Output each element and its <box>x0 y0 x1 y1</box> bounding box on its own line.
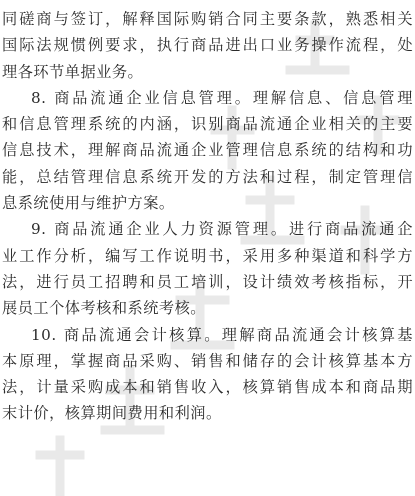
text-line: 信息技术，理解商品流通企业管理信息系统的结构和功 <box>2 141 413 160</box>
text-line: 息系统使用与维护方案。 <box>2 194 175 213</box>
text-line: 国际法规惯例要求，执行商品进出口业务操作流程，处 <box>2 36 413 55</box>
text-line: 同磋商与签订，解释国际购销合同主要条款，熟悉相关 <box>2 10 413 28</box>
text-line: 理各环节单据业务。 <box>2 62 144 81</box>
text-line: 法，进行员工招聘和员工培训，设计绩效考核指标，开 <box>2 272 413 291</box>
body-text <box>2 6 413 427</box>
text-line: 展员工个体考核和系统考核。 <box>2 299 206 318</box>
text-line: 业工作分析，编写工作说明书，采用多种渠道和科学方 <box>2 246 413 265</box>
text-line: 法，计量采购成本和销售收入，核算销售成本和商品期 <box>2 378 413 397</box>
section-8-heading-line: 8. 商品流通企业信息管理。理解信息、信息管理 <box>31 88 413 107</box>
section-10-heading-line: 10. 商品流通会计核算。理解商品流通会计核算基 <box>31 325 413 344</box>
text-line: 能，总结管理信息系统开发的方法和过程，制定管理信 <box>2 167 413 186</box>
section-9-heading-line: 9. 商品流通企业人力资源管理。进行商品流通企 <box>31 220 413 239</box>
text-line: 和信息管理系统的内涵，识别商品流通企业相关的主要 <box>2 115 413 134</box>
text-line: 末计价，核算期间费用和利润。 <box>2 404 222 423</box>
text-line: 本原理，掌握商品采购、销售和储存的会计核算基本方 <box>2 351 413 370</box>
